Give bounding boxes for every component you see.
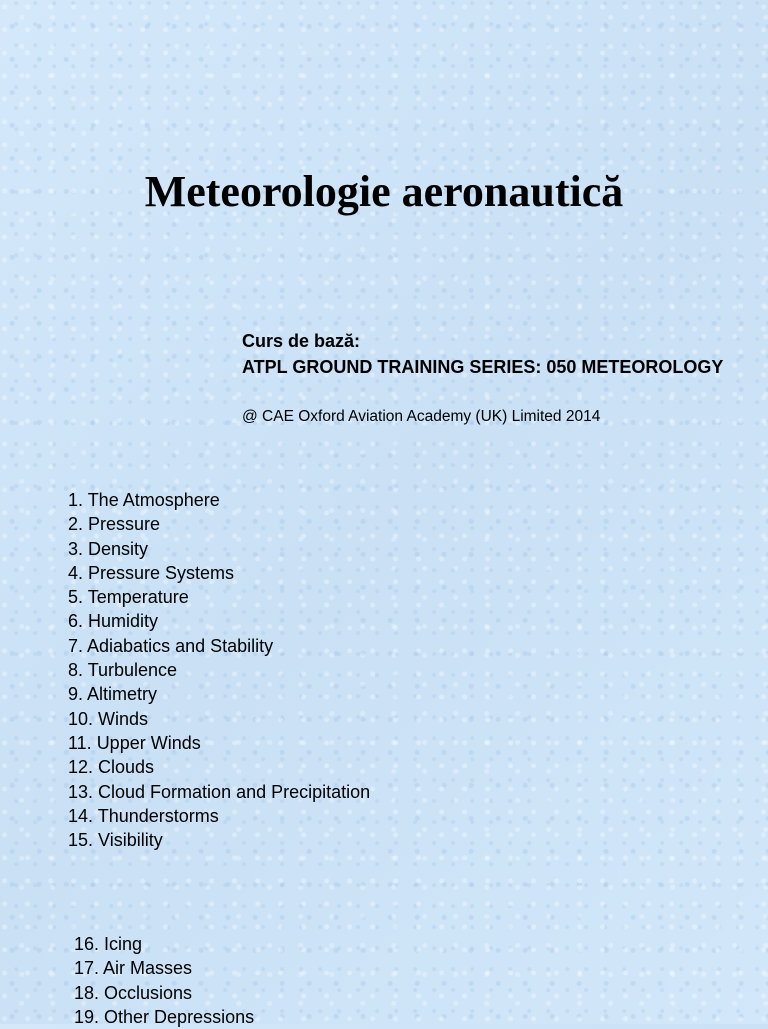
course-info — [242, 328, 723, 380]
copyright-notice: @ CAE Oxford Aviation Academy (UK) Limited 2014 — [242, 408, 601, 425]
toc-item: 6. Humidity — [68, 611, 159, 632]
toc-item: 8. Turbulence — [68, 660, 178, 681]
toc-item: 9. Altimetry — [68, 684, 158, 705]
toc-item: 13. Cloud Formation and Precipitation — [68, 781, 371, 802]
table-of-contents-part-2 — [74, 932, 254, 1029]
toc-item: 5. Temperature — [68, 587, 189, 608]
toc-item: 15. Visibility — [68, 830, 163, 851]
toc-item: 16. Icing — [74, 934, 143, 954]
toc-item: 18. Occlusions — [74, 982, 193, 1003]
toc-item: 19. Other Depressions — [74, 1006, 255, 1027]
toc-item: 3. Density — [68, 538, 149, 559]
toc-item: 2. Pressure — [68, 514, 161, 535]
toc-item: 12. Clouds — [68, 757, 155, 778]
toc-item: 4. Pressure Systems — [68, 562, 235, 583]
toc-item: 17. Air Masses — [74, 958, 193, 979]
toc-item: 1. The Atmosphere — [68, 490, 220, 510]
course-series: ATPL GROUND TRAINING SERIES: 050 METEOROLOGY — [242, 357, 724, 377]
toc-item: 14. Thunderstorms — [68, 805, 219, 826]
table-of-contents-part-1 — [68, 488, 370, 852]
course-label: Curs de bază: — [242, 331, 361, 351]
toc-item: 7. Adiabatics and Stability — [68, 635, 274, 656]
toc-item: 11. Upper Winds — [68, 732, 201, 753]
toc-item: 10. Winds — [68, 708, 149, 729]
page-title: Meteorologie aeronautică — [144, 167, 624, 216]
